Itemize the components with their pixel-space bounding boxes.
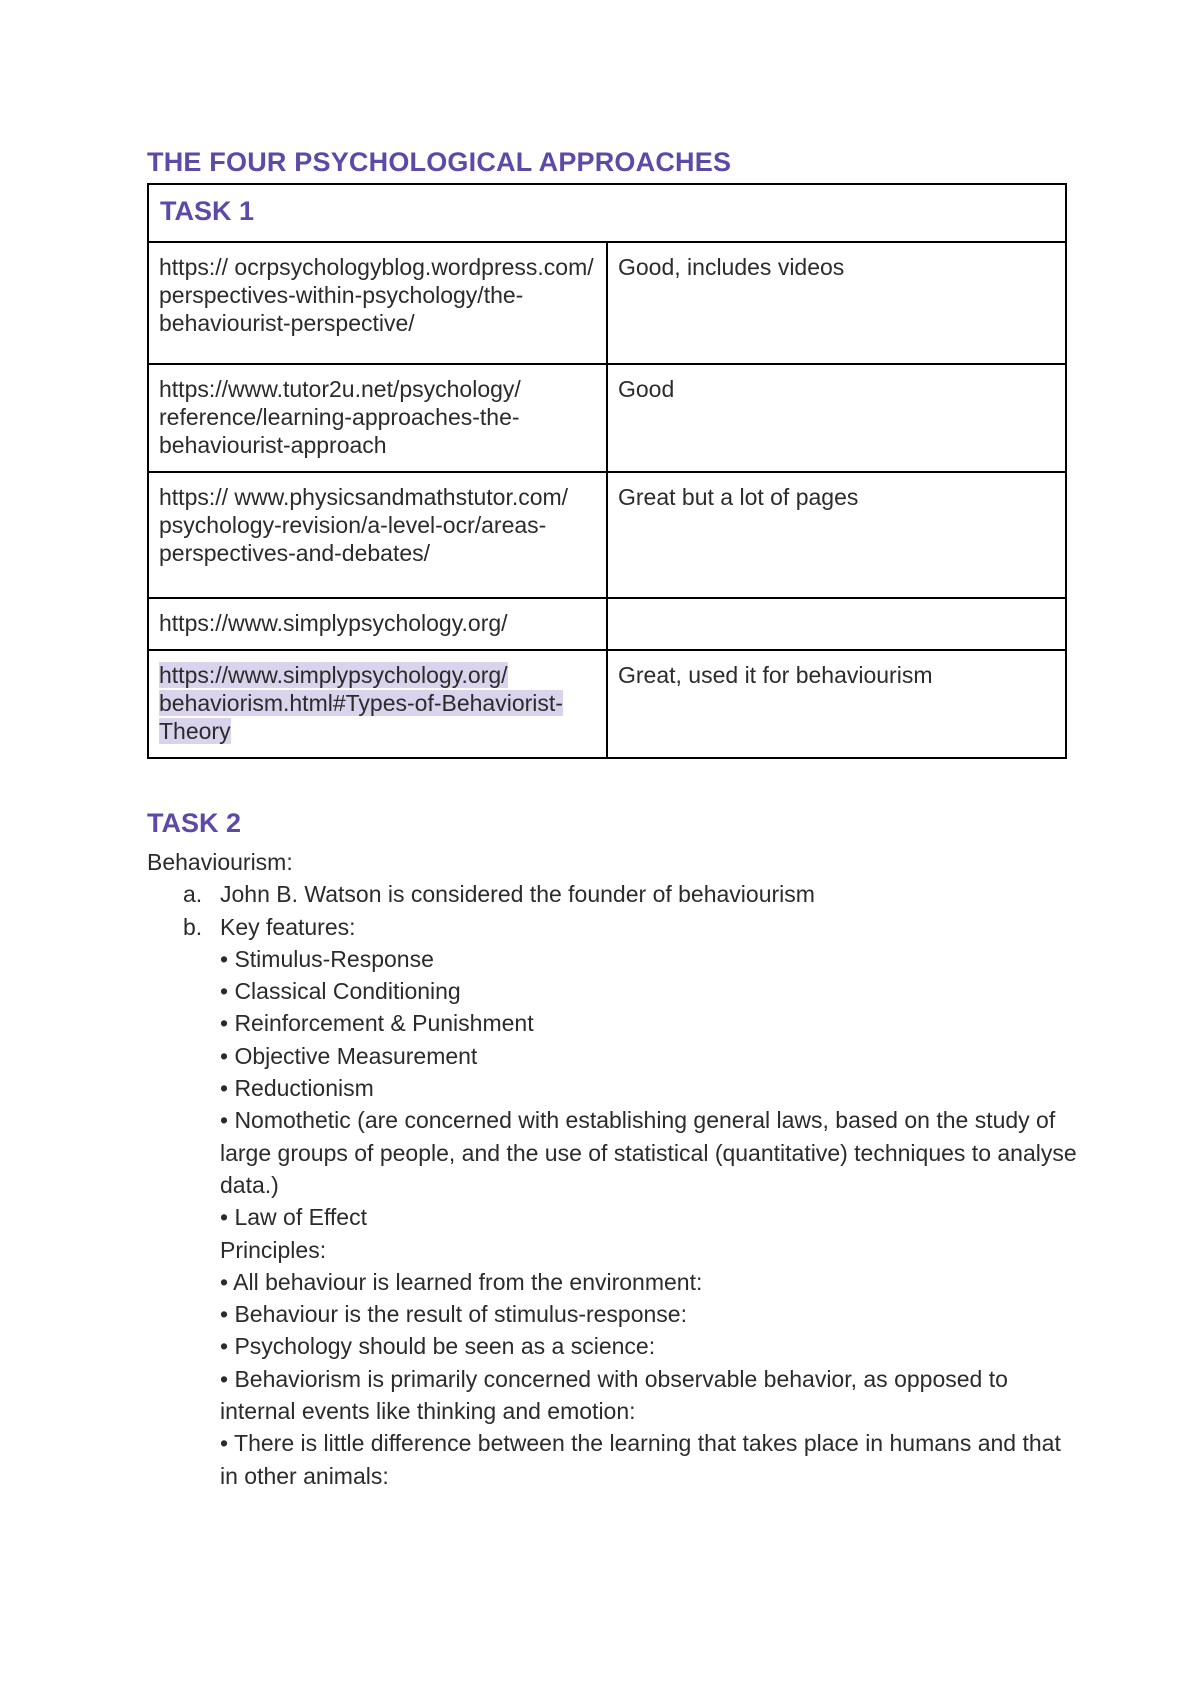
- feature-item: • Nomothetic (are concerned with establishing general laws, based on the study of large groups of people, and the use of statistical (quantitative) techniques to analyse data.): [220, 1107, 1077, 1198]
- table-row: [148, 650, 1066, 758]
- table-row: [148, 598, 1066, 650]
- task2-body: [147, 846, 1077, 1492]
- table-row: [148, 472, 1066, 598]
- source-comment: Great but a lot of pages: [618, 484, 859, 510]
- list-item-text: Key features:: [220, 913, 356, 940]
- link-cell: [148, 650, 607, 758]
- principle-item: • Psychology should be seen as a science:: [220, 1333, 656, 1360]
- link-cell: [148, 242, 607, 364]
- principle-item: • There is little difference between the learning that takes place in humans and that in other animals:: [220, 1430, 1061, 1489]
- task1-table: [147, 183, 1067, 759]
- source-link[interactable]: https:// ocrpsychologyblog.wordpress.com/ perspectives-within-psychology/the-behaviourist-perspective/: [159, 254, 594, 336]
- list-item: [147, 878, 1077, 910]
- link-cell: [148, 364, 607, 472]
- feature-item: • Objective Measurement: [220, 1042, 478, 1069]
- comment-cell: [607, 598, 1066, 650]
- feature-item: • Reinforcement & Punishment: [220, 1010, 534, 1037]
- principle-item: • Behaviorism is primarily concerned with observable behavior, as opposed to internal events like thinking and emotion:: [220, 1365, 1008, 1425]
- source-link[interactable]: https://www.tutor2u.net/psychology/ reference/learning-approaches-the-behaviourist-approach: [159, 376, 521, 458]
- features-block: [147, 943, 1077, 1492]
- comment-cell: [607, 242, 1066, 364]
- task2-heading: TASK 2: [147, 808, 242, 838]
- task1-heading: TASK 1: [160, 196, 255, 226]
- task2-intro: Behaviourism:: [147, 849, 293, 875]
- source-link[interactable]: https:// www.physicsandmathstutor.com/ psychology-revision/a-level-ocr/areas-perspectives-and-debates/: [159, 484, 569, 566]
- principle-item: • Behaviour is the result of stimulus-response:: [220, 1301, 687, 1328]
- source-comment: Good, includes videos: [618, 254, 845, 280]
- principles-label: Principles:: [220, 1236, 327, 1263]
- principle-item: • All behaviour is learned from the environment:: [220, 1268, 703, 1295]
- feature-item: • Law of Effect: [220, 1204, 367, 1231]
- list-item-text: John B. Watson is considered the founder of behaviourism: [220, 881, 815, 908]
- page-title: THE FOUR PSYCHOLOGICAL APPROACHES: [147, 147, 732, 177]
- feature-item: • Stimulus-Response: [220, 945, 434, 972]
- table-row: [148, 364, 1066, 472]
- source-comment: Good: [618, 376, 675, 402]
- feature-item: • Reductionism: [220, 1075, 374, 1102]
- highlighted-source-link[interactable]: https://www.simplypsychology.org/ behaviorism.html#Types-of-Behaviorist-Theory: [159, 662, 563, 744]
- list-marker: b.: [183, 913, 203, 940]
- feature-item: • Classical Conditioning: [220, 978, 461, 1005]
- comment-cell: [607, 650, 1066, 758]
- link-cell: [148, 472, 607, 598]
- table-header-row: [148, 184, 1066, 242]
- list-item: [147, 911, 1077, 943]
- source-comment: Great, used it for behaviourism: [618, 662, 933, 688]
- list-marker: a.: [183, 881, 203, 908]
- table-row: [148, 242, 1066, 364]
- task1-heading-cell: [148, 184, 1066, 242]
- link-cell: [148, 598, 607, 650]
- comment-cell: [607, 364, 1066, 472]
- comment-cell: [607, 472, 1066, 598]
- task2-list: [147, 878, 1077, 943]
- source-link[interactable]: https://www.simplypsychology.org/: [159, 610, 508, 636]
